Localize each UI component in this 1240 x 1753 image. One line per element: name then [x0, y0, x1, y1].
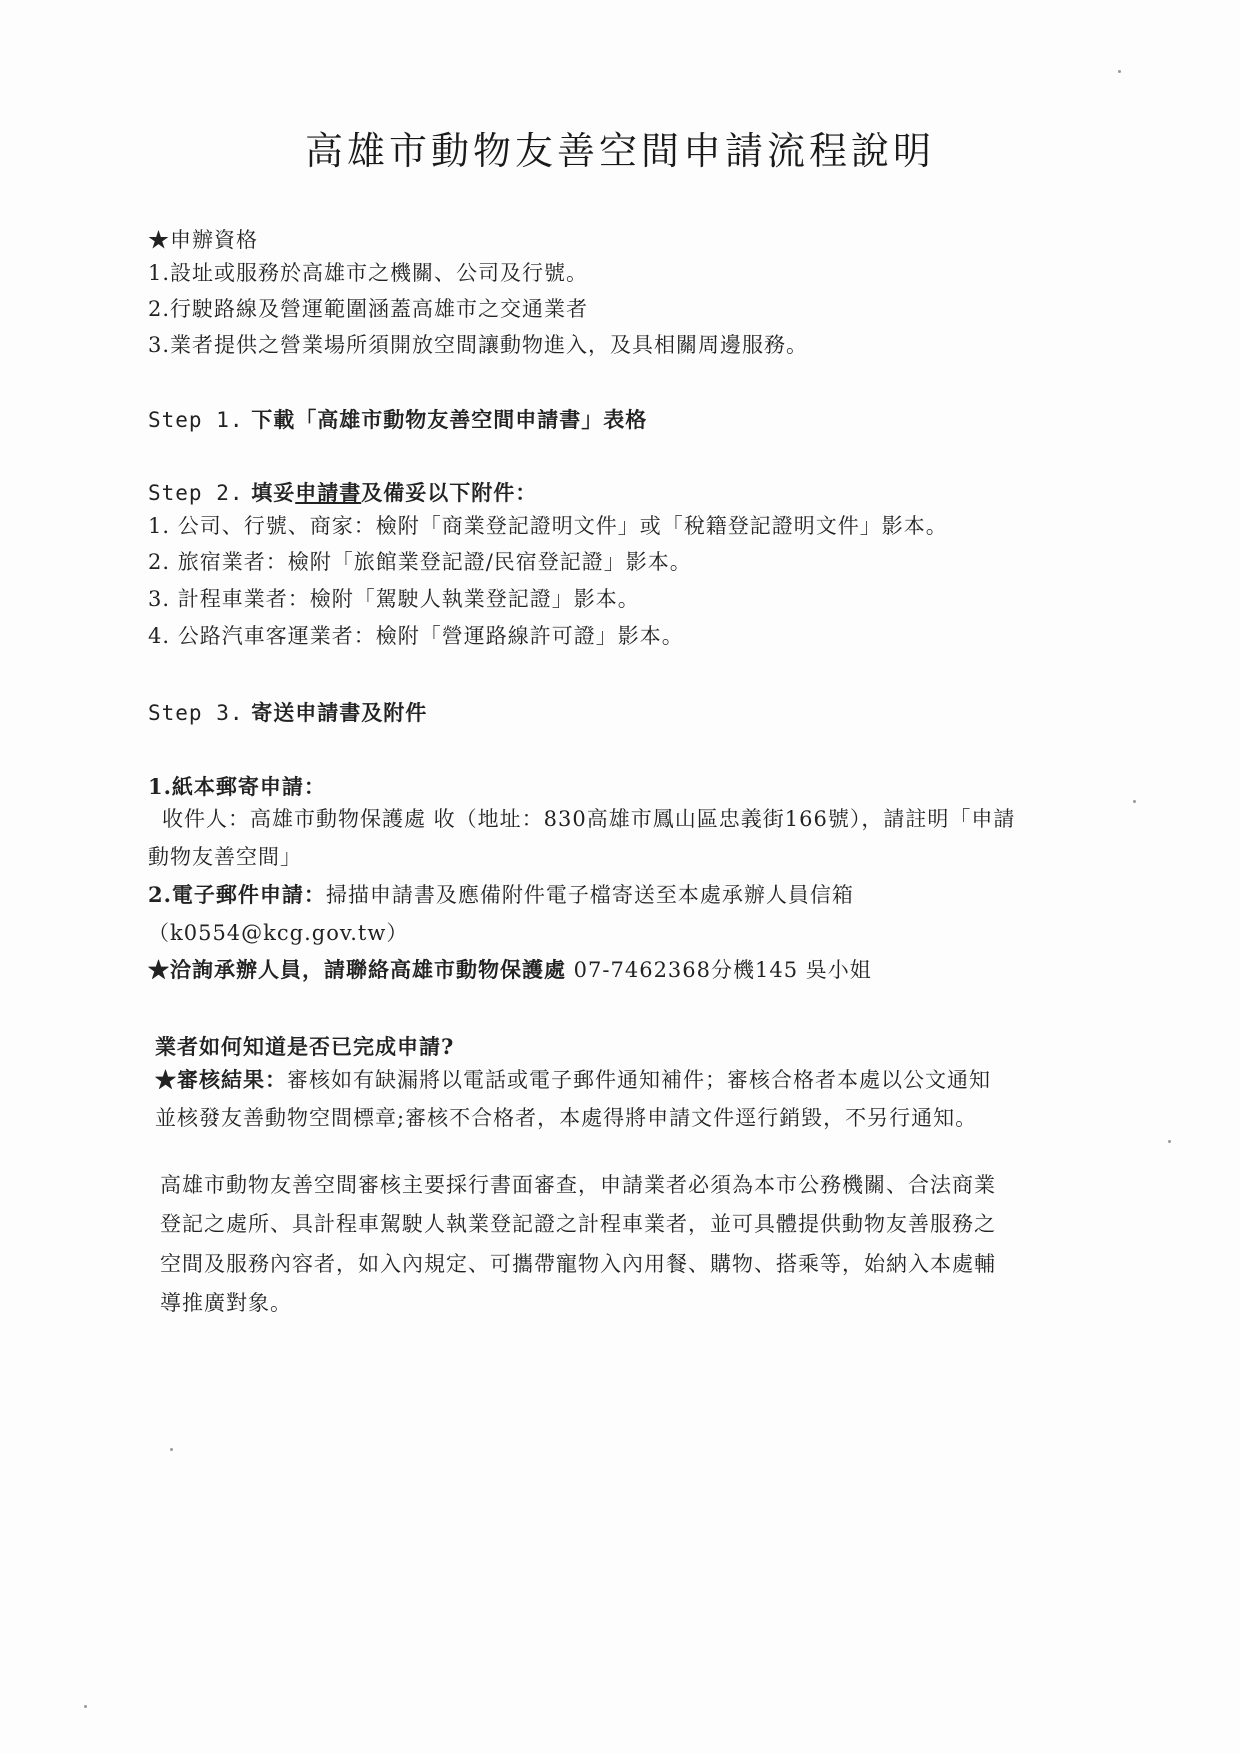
- scan-speck: [1133, 800, 1136, 803]
- mail-recipient-line-2: 動物友善空間」: [148, 845, 302, 869]
- result-question: 業者如何知道是否已完成申請?: [155, 1034, 455, 1059]
- email-label: 2.電子郵件申請：: [148, 882, 326, 907]
- mail-recipient-line-1: 收件人：高雄市動物保護處 收（地址：830高雄市鳳山區忠義街166號），請註明「申請: [162, 807, 1016, 831]
- eligibility-item-3: 3.業者提供之營業場所須開放空間讓動物進入，及具相關周邊服務。: [148, 333, 809, 357]
- scan-speck: [170, 1448, 173, 1451]
- document-title: 高雄市動物友善空間申請流程說明: [304, 129, 935, 173]
- step1-label: Step 1.: [148, 408, 244, 432]
- note-line-2: 登記之處所、具計程車駕駛人執業登記證之計程車業者，並可具體提供動物友善服務之: [160, 1212, 996, 1236]
- contact-line: [148, 955, 872, 985]
- note-line-1: 高雄市動物友善空間審核主要採行書面審查，申請業者必須為本市公務機關、合法商業: [160, 1173, 996, 1197]
- step2-label: Step 2.: [148, 481, 244, 505]
- eligibility-item-1: 1.設址或服務於高雄市之機關、公司及行號。: [148, 261, 589, 285]
- step2-item-2: 2. 旅宿業者：檢附「旅館業登記證/民宿登記證」影本。: [148, 550, 692, 574]
- step3-text: 寄送申請書及附件: [251, 700, 428, 725]
- result-line-1: [155, 1065, 991, 1095]
- scan-speck: [84, 1705, 87, 1708]
- result-label: ★審核結果：: [155, 1067, 287, 1092]
- step1-text: 下載「高雄市動物友善空間申請書」表格: [251, 407, 648, 432]
- result-text-1: 審核如有缺漏將以電話或電子郵件通知補件；審核合格者本處以公文通知: [287, 1068, 991, 1092]
- eligibility-item-2: 2.行駛路線及營運範圍涵蓋高雄市之交通業者: [148, 297, 589, 321]
- step3-label: Step 3.: [148, 701, 244, 725]
- step2-item-4: 4. 公路汽車客運業者：檢附「營運路線許可證」影本。: [148, 624, 684, 648]
- step2-text-a: 填妥: [251, 480, 296, 505]
- mail-heading: 1.紙本郵寄申請：: [148, 774, 326, 799]
- step1-line: [148, 405, 647, 435]
- contact-text: 07-7462368分機145 吳小姐: [566, 958, 872, 982]
- note-line-4: 導推廣對象。: [160, 1291, 292, 1315]
- email-address: （k0554@kcg.gov.tw）: [148, 921, 409, 945]
- step3-line: [148, 698, 427, 728]
- eligibility-heading: ★申辦資格: [148, 228, 258, 252]
- scan-speck: [1168, 1140, 1171, 1143]
- scan-speck: [1118, 70, 1121, 73]
- step2-text-b: 及備妥以下附件：: [361, 480, 538, 505]
- note-line-3: 空間及服務內容者，如入內規定、可攜帶寵物入內用餐、購物、搭乘等，始納入本處輔: [160, 1252, 996, 1276]
- step2-text-underlined: 申請書: [295, 480, 362, 505]
- step2-item-1: 1. 公司、行號、商家：檢附「商業登記證明文件」或「稅籍登記證明文件」影本。: [148, 514, 948, 538]
- contact-label: ★洽詢承辦人員，請聯絡高雄市動物保護處: [148, 957, 566, 982]
- step2-item-3: 3. 計程車業者：檢附「駕駛人執業登記證」影本。: [148, 587, 640, 611]
- step2-line: [148, 478, 537, 508]
- result-line-2: 並核發友善動物空間標章;審核不合格者，本處得將申請文件逕行銷毀，不另行通知。: [155, 1106, 978, 1130]
- email-text: 掃描申請書及應備附件電子檔寄送至本處承辦人員信箱: [325, 883, 854, 907]
- email-line: [148, 880, 854, 910]
